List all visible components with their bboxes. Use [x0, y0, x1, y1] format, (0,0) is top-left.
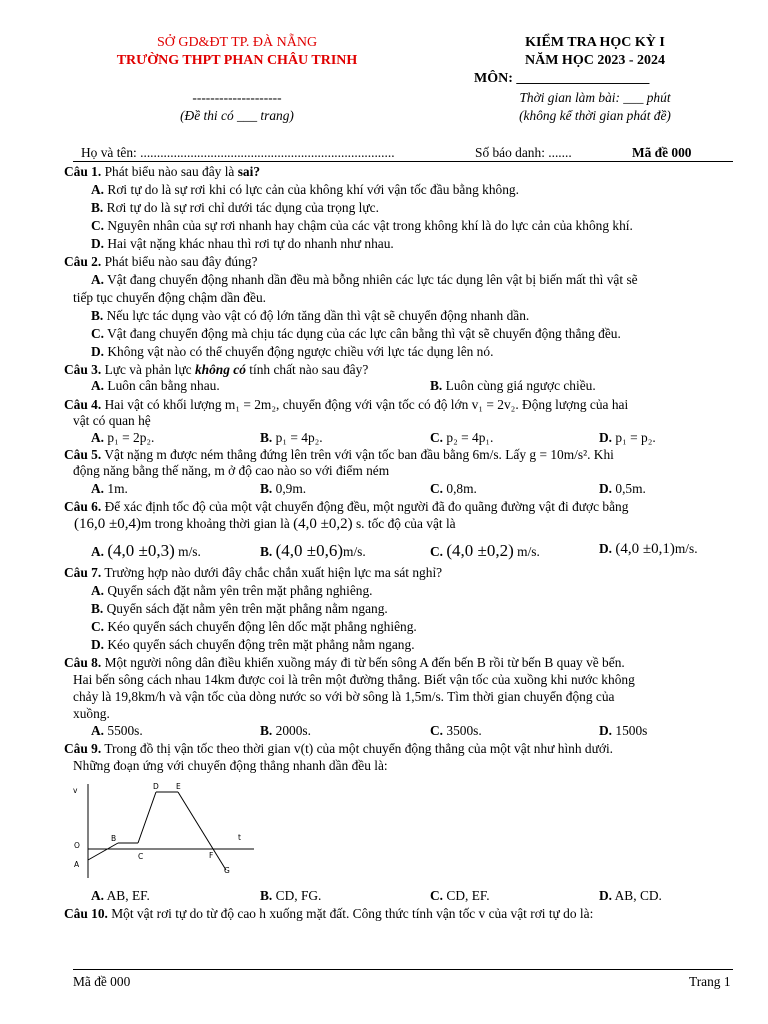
option-text: Kéo quyển sách chuyển động lên dốc mặt phẳng nghiêng. — [107, 619, 417, 634]
q2-option-c — [91, 327, 621, 340]
option-text: 1m. — [107, 481, 128, 496]
q6-option-c — [430, 542, 540, 559]
q7-option-b — [91, 602, 388, 615]
option-label: B. — [260, 544, 273, 559]
option-label: D. — [599, 888, 613, 903]
question-stem: Để xác định tốc độ của một vật chuyển động đều, một người đã đo quãng đường vật đi được bằng — [104, 499, 629, 514]
footer-rule — [73, 969, 733, 970]
q1-option-b — [91, 201, 379, 214]
school-name: TRƯỜNG THPT PHAN CHÂU TRINH — [116, 53, 358, 68]
question-stem-end: tính chất nào sau đây? — [249, 362, 369, 377]
q7-option-d — [91, 638, 415, 651]
option-text: 1500s — [615, 723, 648, 738]
option-text: Kéo quyển sách chuyển động trên mặt phẳng nằm ngang. — [107, 637, 415, 652]
option-unit: m/s. — [674, 541, 698, 556]
q5-option-a — [91, 482, 128, 495]
point-c: C — [138, 852, 144, 861]
question-number: Câu 9. — [64, 741, 102, 756]
option-text: p₁ = p₂. — [615, 430, 656, 445]
option-label: A. — [91, 481, 105, 496]
option-label: A. — [91, 272, 105, 287]
option-value: (4,0 ±0,1) — [615, 541, 675, 557]
q8-option-a — [91, 724, 143, 737]
q4-option-c — [430, 431, 493, 444]
question-7 — [64, 566, 442, 579]
q2-option-d — [91, 345, 493, 358]
question-stem: Trường hợp nào dưới đây chắc chắn xuất hiện lực ma sát nghỉ? — [104, 565, 443, 580]
question-2 — [64, 255, 257, 268]
option-label: A. — [91, 583, 105, 598]
segment-cd — [138, 792, 156, 843]
option-label: D. — [91, 236, 105, 251]
option-label: C. — [91, 218, 105, 233]
time-note: (không kể thời gian phát đề) — [519, 108, 671, 123]
option-label: B. — [260, 888, 273, 903]
q1-option-c — [91, 219, 633, 232]
question-number: Câu 1. — [64, 164, 102, 179]
option-text: AB, CD. — [614, 888, 662, 903]
footer-exam-code: Mã đề 000 — [73, 974, 131, 989]
t-axis-label: t — [238, 833, 241, 842]
option-unit: m/s. — [343, 544, 366, 559]
option-label: B. — [260, 723, 273, 738]
question-number: Câu 8. — [64, 655, 102, 670]
q4-option-a — [91, 431, 154, 444]
option-text: 0,5m. — [615, 481, 646, 496]
school-year: NĂM HỌC 2023 - 2024 — [525, 53, 665, 68]
velocity-time-graph — [66, 778, 256, 882]
stem-text: s. tốc độ của vật là — [355, 516, 456, 531]
option-text: 0,9m. — [275, 481, 307, 496]
question-stem: Trong đồ thị vận tốc theo thời gian v(t) của một chuyển động thẳng của một vật như hình dưới. — [104, 741, 614, 756]
question-3 — [64, 363, 368, 376]
point-b: B — [111, 834, 117, 843]
option-value: (4,0 ±0,3) — [107, 541, 175, 560]
q3-option-a — [91, 379, 220, 392]
option-text: Nếu lực tác dụng vào vật có độ lớn tăng dần thì vật sẽ chuyển động nhanh dần. — [106, 308, 530, 323]
question-9 — [64, 742, 613, 755]
option-label: B. — [260, 430, 273, 445]
q6-option-d — [599, 542, 698, 557]
q7-option-c — [91, 620, 417, 633]
option-label: A. — [91, 723, 105, 738]
option-text: p₂ = 4p₁. — [446, 430, 494, 445]
option-value: (4,0 ±0,2) — [446, 541, 514, 560]
q9-stem-cont: Những đoạn ứng với chuyển động thẳng nhanh dần đều là: — [73, 758, 388, 773]
point-f: F — [209, 851, 214, 860]
option-label: C. — [91, 326, 105, 341]
question-6 — [64, 500, 628, 513]
option-unit: m/s. — [517, 544, 540, 559]
option-label: A. — [91, 182, 105, 197]
question-stem: Lực và phản lực — [104, 362, 192, 377]
question-10 — [64, 907, 593, 920]
student-number-field: Số báo danh: ....... — [475, 145, 572, 160]
q5-option-b — [260, 482, 306, 495]
option-label: D. — [599, 723, 613, 738]
q2-option-b — [91, 309, 529, 322]
point-e: E — [176, 782, 181, 791]
time-allowed: Thời gian làm bài: ___ phút — [519, 90, 671, 105]
option-text: Rơi tự do là sự rơi khi có lực cản của không khí với vận tốc đầu bằng không. — [107, 182, 519, 197]
question-stem: Phát biểu nào sau đây đúng? — [104, 254, 258, 269]
option-label: D. — [599, 481, 613, 496]
option-text: Vật đang chuyển động mà chịu tác dụng của các lực cân bằng thì vật sẽ chuyển động thẳng đều. — [107, 326, 621, 341]
segment-ab — [88, 843, 118, 860]
exam-title: KIỂM TRA HỌC KỲ I — [525, 35, 665, 50]
point-o: O — [74, 841, 80, 850]
point-g: G — [224, 866, 230, 875]
option-label: D. — [91, 637, 105, 652]
q4-option-b — [260, 431, 323, 444]
question-8 — [64, 656, 625, 669]
option-value: (4,0 ±0,6) — [275, 541, 344, 560]
option-label: C. — [430, 430, 444, 445]
option-text: 5500s. — [107, 723, 143, 738]
option-label: C. — [430, 481, 444, 496]
question-stem: Hai vật có khối lượng m₁ = 2m₂, chuyển động với vận tốc có độ lớn v₁ = 2v₂. Động lượng của hai — [104, 397, 629, 412]
q1-option-a — [91, 183, 519, 196]
q9-option-c — [430, 889, 490, 902]
point-d: D — [153, 782, 159, 791]
option-label: D. — [91, 344, 105, 359]
q2-option-a-cont: tiếp tục chuyển động chậm dần đều. — [73, 290, 266, 305]
option-text: Luôn cùng giá ngược chiều. — [445, 378, 596, 393]
q6-stem-cont — [74, 517, 456, 532]
option-text: Quyển sách đặt nằm yên trên mặt phẳng nằm ngang. — [106, 601, 388, 616]
q5-stem-cont: động năng bằng thế năng, m ở độ cao nào so với điểm ném — [73, 463, 390, 478]
q8-option-b — [260, 724, 311, 737]
q9-option-a — [91, 889, 150, 902]
option-label: B. — [430, 378, 443, 393]
question-emphasis: không có — [194, 362, 246, 377]
option-label: A. — [91, 888, 105, 903]
q6-option-b — [260, 542, 366, 559]
option-label: C. — [91, 619, 105, 634]
option-text: 3500s. — [446, 723, 482, 738]
question-stem: Phát biểu nào sau đây là — [104, 164, 235, 179]
option-label: A. — [91, 430, 105, 445]
q3-option-b — [430, 379, 596, 392]
option-label: A. — [91, 378, 105, 393]
option-label: C. — [430, 723, 444, 738]
option-label: B. — [91, 308, 104, 323]
question-4 — [64, 398, 732, 411]
option-label: A. — [91, 544, 105, 559]
question-1 — [64, 165, 260, 178]
option-unit: m/s. — [178, 544, 201, 559]
option-label: C. — [430, 888, 444, 903]
subject-line: MÔN: ___________________ — [474, 71, 650, 86]
option-label: B. — [91, 200, 104, 215]
footer-page-number: Trang 1 — [689, 974, 731, 989]
option-text: Nguyên nhân của sự rơi nhanh hay chậm của các vật trong không khí là do lực cản của không khí. — [107, 218, 633, 233]
option-text: 2000s. — [275, 723, 311, 738]
exam-code: Mã đề 000 — [632, 145, 692, 160]
question-number: Câu 7. — [64, 565, 102, 580]
q9-option-d — [599, 889, 662, 902]
q4-stem-cont: vật có quan hệ — [73, 413, 151, 428]
q5-option-d — [599, 482, 646, 495]
option-text: Không vật nào có thể chuyển động ngược chiều với lực tác dụng lên nó. — [107, 344, 494, 359]
question-number: Câu 2. — [64, 254, 102, 269]
header-dashes: -------------------- — [192, 90, 282, 105]
q8-option-d — [599, 724, 647, 737]
pages-note: (Đề thi có ___ trang) — [180, 108, 294, 123]
option-text: p₁ = 2p₂. — [107, 430, 155, 445]
department-name: SỞ GD&ĐT TP. ĐÀ NẴNG — [156, 35, 318, 50]
option-label: D. — [599, 541, 613, 556]
option-label: B. — [260, 481, 273, 496]
option-text: Luôn cân bằng nhau. — [107, 378, 220, 393]
distance-value: (16,0 ±0,4) — [74, 516, 141, 532]
segment-efg — [178, 792, 226, 870]
option-text: Vật đang chuyển động nhanh dần đều mà bỗng nhiên các lực tác dụng lên vật bị biến mất thì vật sẽ — [107, 272, 638, 287]
option-label: D. — [599, 430, 613, 445]
question-stem: Một người nông dân điều khiển xuồng máy đi từ bến sông A đến bến B rồi từ bến B quay về bến. — [104, 655, 625, 670]
option-label: C. — [430, 544, 444, 559]
question-emphasis: sai? — [237, 164, 261, 179]
q7-option-a — [91, 584, 373, 597]
q9-option-b — [260, 889, 321, 902]
q8-option-c — [430, 724, 482, 737]
question-number: Câu 10. — [64, 906, 108, 921]
option-text: p₁ = 4p₂. — [275, 430, 323, 445]
question-number: Câu 3. — [64, 362, 102, 377]
point-a: A — [74, 860, 80, 869]
question-stem: Vật nặng m được ném thẳng đứng lên trên với vận tốc ban đầu bằng 6m/s. Lấy g = 10m/s². Khi — [104, 447, 614, 462]
question-number: Câu 5. — [64, 447, 102, 462]
header-rule — [73, 161, 733, 162]
q8-stem-line-3: chảy là 19,8km/h và vận tốc của dòng nước so với bờ sông là 1,5m/s. Tìm thời gian chuyển động của — [73, 689, 615, 704]
option-text: Quyển sách đặt nằm yên trên mặt phẳng nghiêng. — [107, 583, 373, 598]
option-text: CD, FG. — [275, 888, 322, 903]
option-text: 0,8m. — [446, 481, 477, 496]
option-text: Rơi tự do là sự rơi chỉ dưới tác dụng của trọng lực. — [106, 200, 379, 215]
question-5 — [64, 448, 614, 461]
q4-option-d — [599, 431, 656, 444]
q8-stem-line-4: xuồng. — [73, 706, 110, 721]
time-value: (4,0 ±0,2) — [293, 516, 353, 532]
question-stem: Một vật rơi tự do từ độ cao h xuống mặt đất. Công thức tính vận tốc v của vật rơi tự do là: — [111, 906, 594, 921]
q5-option-c — [430, 482, 477, 495]
option-text: CD, EF. — [446, 888, 490, 903]
stem-text: m trong khoảng thời gian là — [140, 516, 290, 531]
option-text: AB, EF. — [106, 888, 150, 903]
q2-option-a — [91, 273, 638, 286]
option-label: B. — [91, 601, 104, 616]
q8-stem-line-2: Hai bến sông cách nhau 14km được coi là trên một đường thẳng. Biết vận tốc của xuồng khi nước không — [73, 672, 635, 687]
v-axis-label: v — [73, 786, 78, 795]
q1-option-d — [91, 237, 394, 250]
option-text: Hai vật nặng khác nhau thì rơi tự do nhanh như nhau. — [107, 236, 394, 251]
q6-option-a — [91, 542, 201, 559]
student-name-field: Họ và tên: ............................................................................ — [81, 145, 395, 160]
question-number: Câu 4. — [64, 397, 102, 412]
question-number: Câu 6. — [64, 499, 102, 514]
